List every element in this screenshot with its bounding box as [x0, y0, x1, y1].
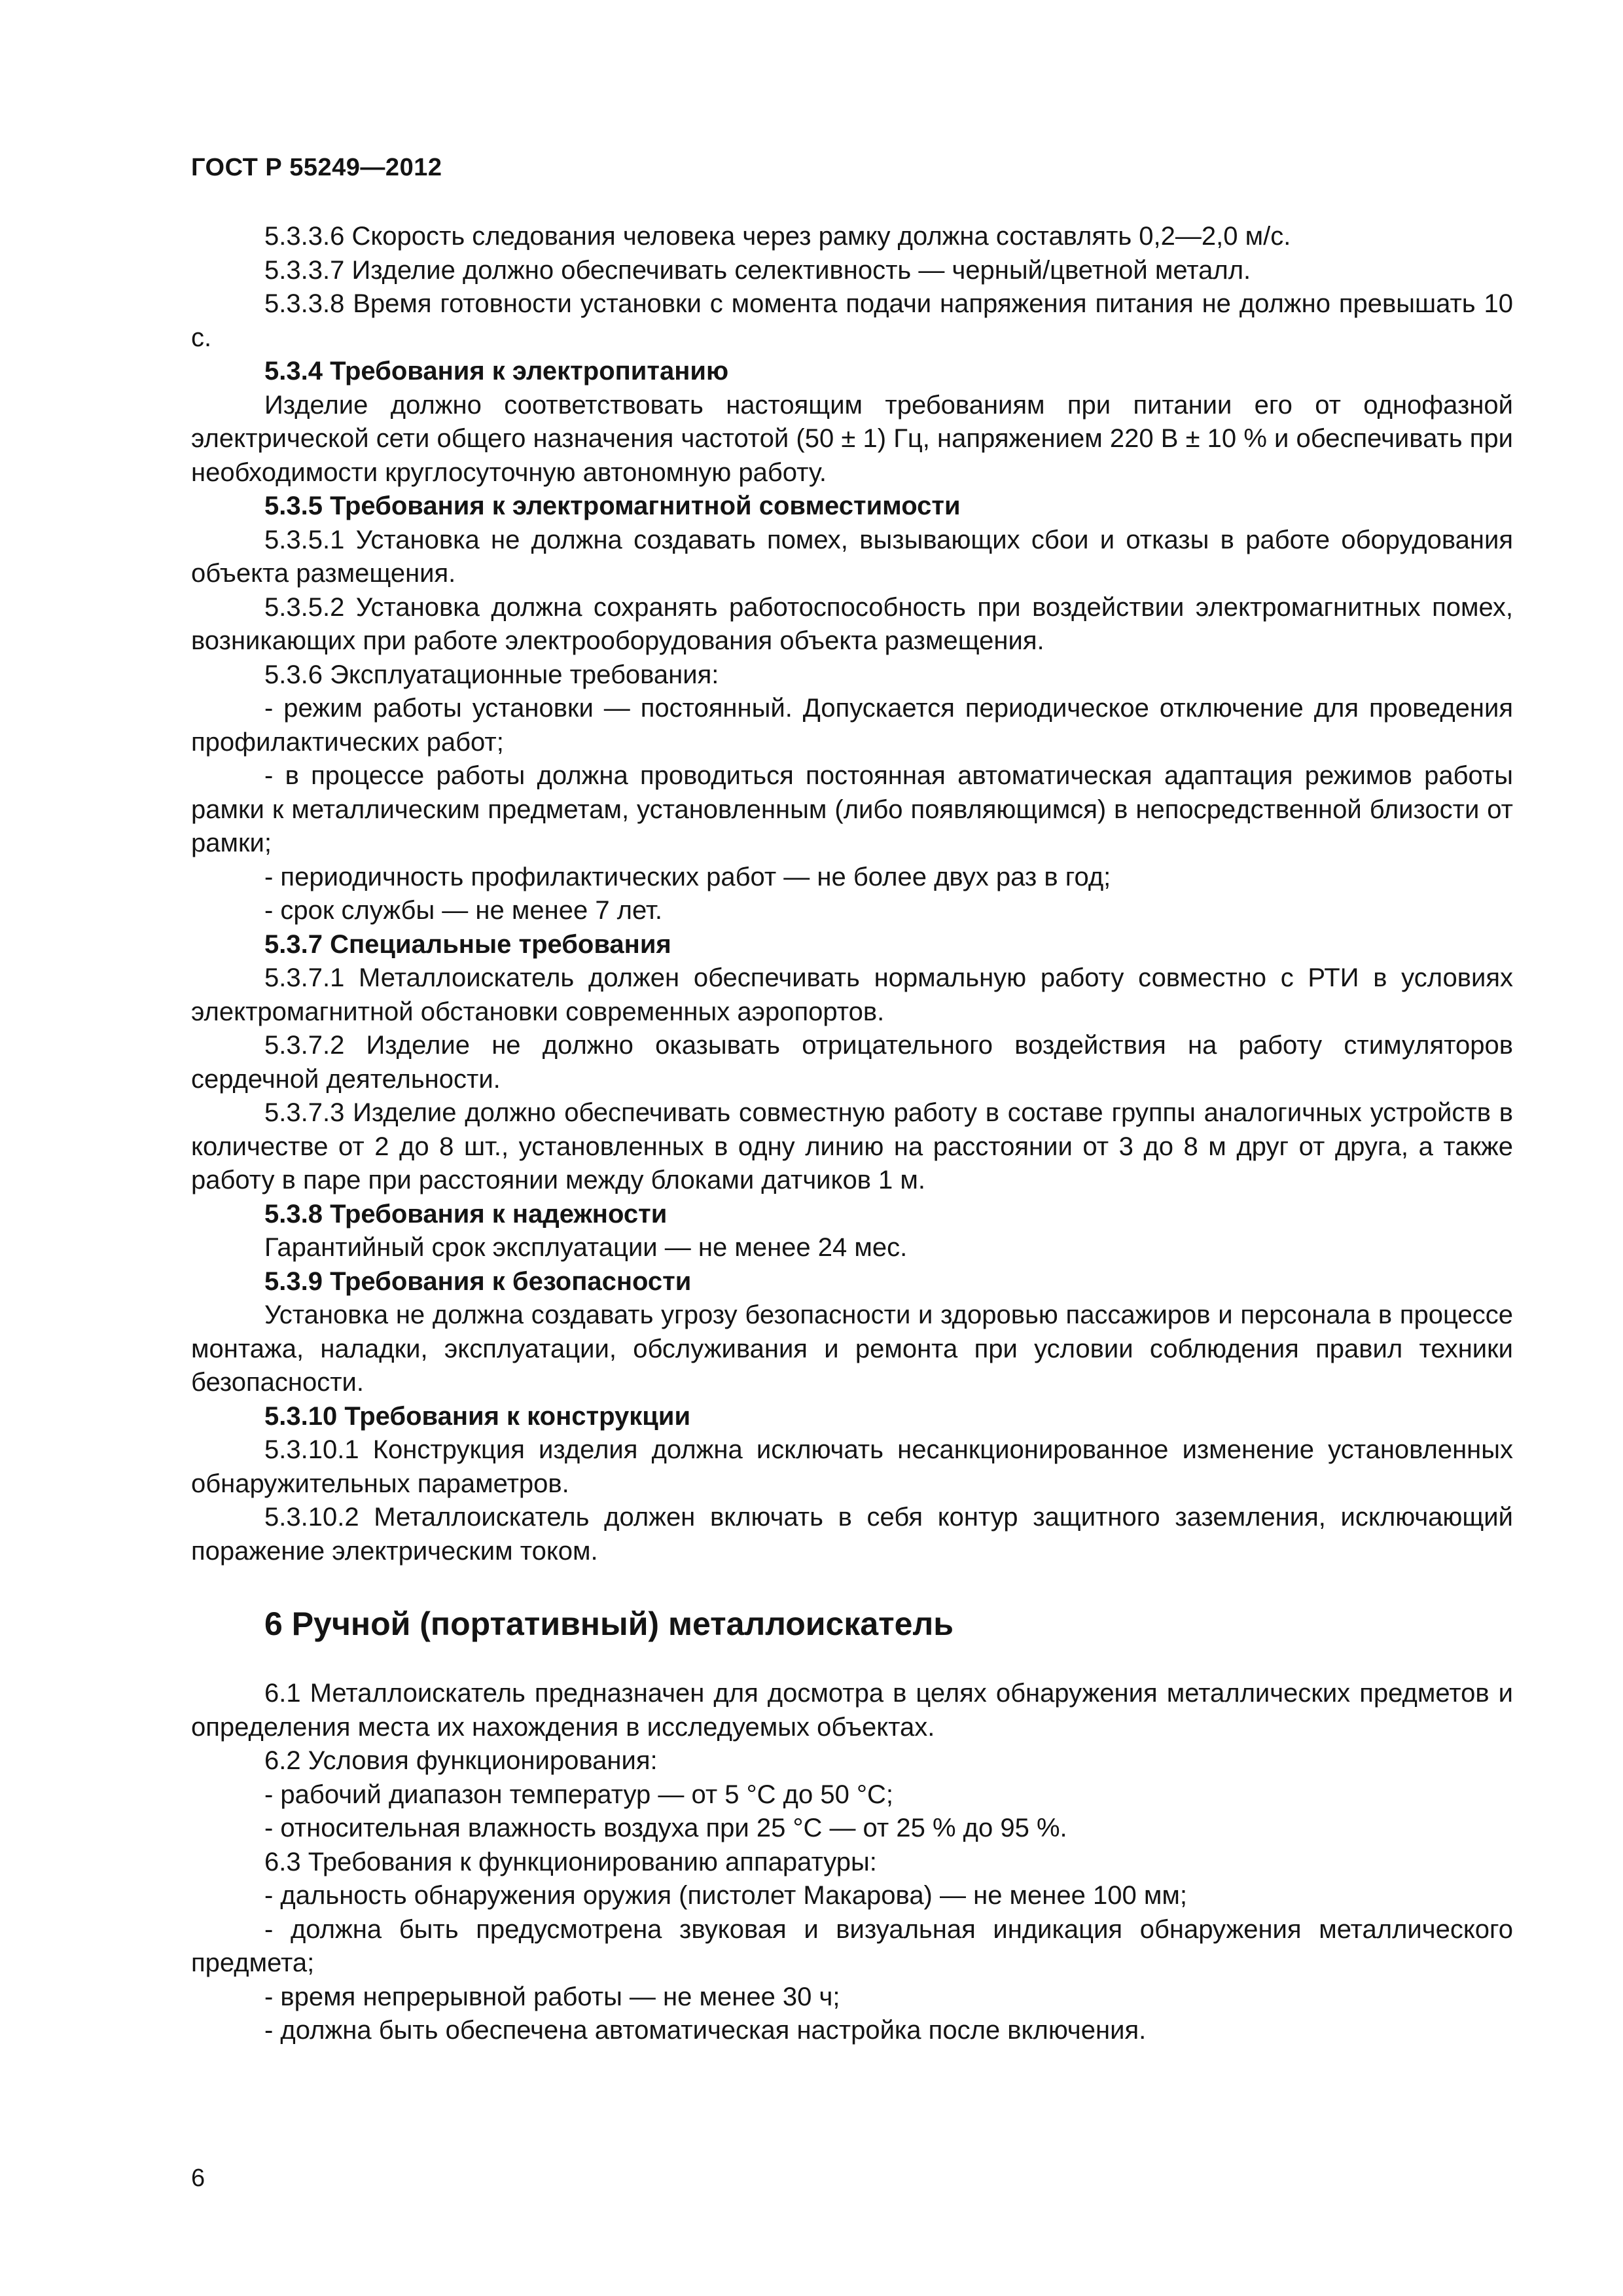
subsection-heading: 5.3.5 Требования к электромагнитной совместимости	[264, 492, 961, 520]
subsection-5-3-text	[191, 220, 1513, 1568]
document-header: ГОСТ Р 55249—2012	[191, 154, 442, 181]
paragraph: 5.3.10.2 Металлоискатель должен включать в себя контур защитного заземления, исключающий поражение электрическим током.	[191, 1503, 1513, 1566]
paragraph: 5.3.3.7 Изделие должно обеспечивать селективность — черный/цветной металл.	[264, 255, 1251, 285]
paragraph: - дальность обнаружения оружия (пистолет Макарова) — не менее 100 мм;	[264, 1881, 1187, 1910]
subsection-heading: 5.3.10 Требования к конструкции	[264, 1401, 691, 1431]
paragraph: - относительная влажность воздуха при 25 °С — от 25 % до 95 %.	[264, 1814, 1067, 1842]
paragraph: - режим работы установки — постоянный. Допускается периодическое отключение для проведения профилактических работ;	[191, 694, 1513, 757]
paragraph: 5.3.3.8 Время готовности установки с момента подачи напряжения питания не должно превышать 10 с.	[191, 289, 1513, 352]
paragraph: - срок службы — не менее 7 лет.	[264, 896, 662, 925]
paragraph: Гарантийный срок эксплуатации — не менее 24 мес.	[264, 1233, 908, 1262]
paragraph: 5.3.3.6 Скорость следования человека через рамку должна составлять 0,2—2,0 м/с.	[264, 222, 1291, 251]
section-6-title: 6 Ручной (портативный) металлоискатель	[264, 1605, 954, 1642]
paragraph: - периодичность профилактических работ — не более двух раз в год;	[264, 862, 1111, 891]
paragraph: - должна быть обеспечена автоматическая настройка после включения.	[264, 2016, 1147, 2045]
paragraph: - должна быть предусмотрена звуковая и визуальная индикация обнаружения металлического предмета;	[191, 1914, 1513, 1977]
subsection-heading: 5.3.4 Требования к электропитанию	[264, 357, 729, 386]
paragraph: Изделие должно соответствовать настоящим требованиям при питании его от однофазной электрической сети общего назначения частотой (50 ± 1) Гц, напряжением 220 В ± 10 % и обеспечивать при необходимости круглосуточную автономную работу.	[191, 390, 1513, 487]
paragraph: 5.3.7.1 Металлоискатель должен обеспечивать нормальную работу совместно с РТИ в условиях электромагнитной обстановки современных аэропортов.	[191, 963, 1513, 1026]
subsection-heading: 5.3.7 Специальные требования	[264, 929, 671, 959]
paragraph: 6.3 Требования к функционированию аппаратуры:	[264, 1847, 877, 1876]
paragraph: Установка не должна создавать угрозу безопасности и здоровью пассажиров и персонала в процессе монтажа, наладки, эксплуатации, обслуживания и ремонта при условии соблюдения правил техники безопасности.	[191, 1300, 1513, 1397]
paragraph: 5.3.5.1 Установка не должна создавать помех, вызывающих сбои и отказы в работе оборудования объекта размещения.	[191, 525, 1513, 588]
paragraph: 6.2 Условия функционирования:	[264, 1746, 658, 1775]
paragraph: 5.3.10.1 Конструкция изделия должна исключать несанкционированное изменение установленных обнаружительных параметров.	[191, 1435, 1513, 1498]
paragraph: 5.3.5.2 Установка должна сохранять работоспособность при воздействии электромагнитных помех, возникающих при работе электрооборудования объекта размещения.	[191, 592, 1513, 655]
paragraph: - время непрерывной работы — не менее 30 ч;	[264, 1982, 840, 2011]
paragraph: 5.3.6 Эксплуатационные требования:	[264, 660, 719, 689]
paragraph: - рабочий диапазон температур — от 5 °С до 50 °С;	[264, 1780, 893, 1809]
paragraph: 5.3.7.3 Изделие должно обеспечивать совместную работу в составе группы аналогичных устройств в количестве от 2 до 8 шт., установленных в одну линию на расстоянии от 3 до 8 м друг от друга, а также работу в паре при расстоянии между блоками датчиков 1 м.	[191, 1098, 1513, 1194]
subsection-heading: 5.3.8 Требования к надежности	[264, 1199, 668, 1229]
page-content	[191, 220, 1513, 2048]
subsection-heading: 5.3.9 Требования к безопасности	[264, 1266, 692, 1296]
paragraph: 6.1 Металлоискатель предназначен для досмотра в целях обнаружения металлических предметов и определения места их нахождения в исследуемых объектах.	[191, 1679, 1513, 1742]
page-number: 6	[191, 2164, 205, 2192]
paragraph: 5.3.7.2 Изделие не должно оказывать отрицательного воздействия на работу стимуляторов сердечной деятельности.	[191, 1031, 1513, 1094]
section-6-text	[191, 1677, 1513, 2048]
paragraph: - в процессе работы должна проводиться постоянная автоматическая адаптация режимов работы рамки к металлическим предметам, установленным (либо появляющимся) в непосредственной близости от рамки;	[191, 761, 1513, 857]
